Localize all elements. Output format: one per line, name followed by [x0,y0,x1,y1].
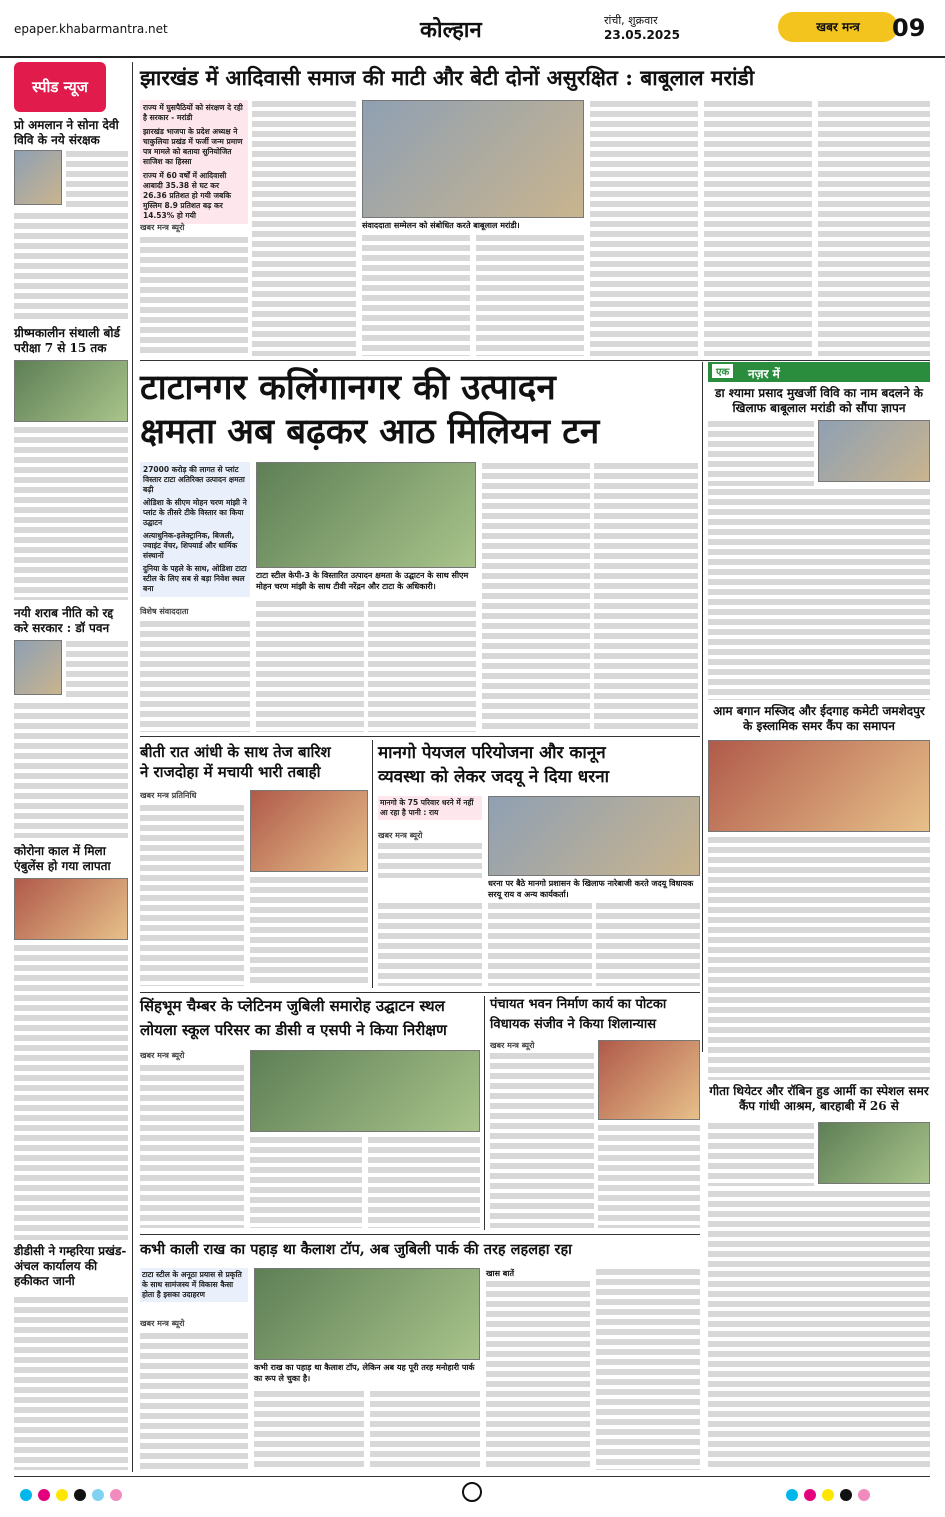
kailash-col2 [254,1390,364,1470]
speed-news-item1-title: प्रो अमलान ने सोना देवी विवि के नये संरक्षक [14,118,119,147]
kailash-col3 [370,1390,480,1470]
photo-amlan [14,150,62,205]
tatanagar-bullet-2: ओडिशा के सीएम मोहन चरण मांझी ने प्लांट के तीसरे टीके विस्तार का किया उद्घाटन [143,498,247,527]
panchayat-photo [598,1040,700,1120]
singhbhum-headline-2: लोयला स्कूल परिसर का डीसी व एसपी ने किया निरीक्षण [140,1021,447,1039]
nazar-item2-body [708,836,930,1080]
mango-byline: खबर मन्त्र ब्यूरो [378,831,423,840]
nazar-item1-body1 [708,420,814,486]
lead-bullet-2: झारखंड भाजपा के प्रदेश अध्यक्ष ने चाकुलिया प्रखंड में फर्जी जन्म प्रमाण पत्र मामले को बताया सुनियोजित साजिश का हिस्सा [143,127,243,166]
singhbhum-divider [140,992,700,993]
singhbhum-byline: खबर मन्त्र ब्यूरो [140,1051,185,1060]
lead-headline: झारखंड में आदिवासी समाज की माटी और बेटी दोनों असुरक्षित : बाबूलाल मरांडी [140,65,755,90]
singhbhum-photo [250,1050,480,1132]
tatanagar-headline-2: क्षमता अब बढ़कर आठ मिलियन टन [140,411,600,452]
tatanagar-bullets [140,462,250,597]
kailash-divider [140,1234,700,1235]
storm-headline-1: बीती रात आंधी के साथ तेज बारिश [140,743,331,761]
kailash-photo-caption: कभी राख का पहाड़ था कैलाश टॉप, लेकिन अब यह पूरी तरह मनोहारी पार्क का रूप ले चुका है। [254,1362,480,1384]
tatanagar-col1 [140,620,250,732]
lead-divider [140,360,930,361]
speed-news-item5-body [14,1296,128,1470]
speed-news-label: स्पीड न्यूज [32,78,88,96]
singhbhum-headline-1: सिंहभूम चैम्बर के प्लेटिनम जुबिली समारोह उद्घाटन स्थल [140,997,445,1015]
lead-bullet-3: राज्य में 60 वर्षों में आदिवासी आबादी 35.38 से घट कर 26.36 प्रतिशत हो गयी जबकि मुस्लिम 8.9 प्रतिशत बढ़ कर 14.53% हो गयी [143,171,232,220]
issue-date: 23.05.2025 [604,28,680,42]
registration-target-icon [462,1482,482,1502]
tatanagar-col5 [594,462,698,732]
speed-news-item4-body [14,944,128,1240]
date-block [604,14,680,42]
photo-ambulance [14,878,128,940]
lead-byline: खबर मन्त्र ब्यूरो [140,223,185,232]
nazar-label-main: नज़र में [748,367,780,381]
mango-col1 [378,842,482,878]
nazar-header [708,362,930,382]
nazar-item2-photo [708,740,930,832]
singhbhum-col3 [368,1136,480,1228]
mango-headline-1: मानगो पेयजल परियोजना और कानून [378,743,606,763]
speed-news-item2-title: ग्रीष्मकालीन संथाली बोर्ड परीक्षा 7 से 15 तक [14,326,120,355]
mid-column-divider [702,362,703,1052]
kailash-photo [254,1268,480,1360]
kailash-byline: खबर मन्त्र ब्यूरो [140,1319,185,1328]
tatanagar-col2 [256,600,364,732]
nazar-item1-title: डा श्यामा प्रसाद मुखर्जी विवि का नाम बदलने के खिलाफ बाबूलाल मरांडी को सौंपा ज्ञापन [715,386,923,415]
tatanagar-bullet-1: 27000 करोड़ की लागत से प्लांट विस्तार टाटा अतिरिक्त उत्पादन क्षमता बढ़ी [143,465,245,494]
speed-news-item5-title: डीडीसी ने गम्हरिया प्रखंड-अंचल कार्यालय की हकीकत जानी [14,1244,127,1288]
singhbhum-col2 [250,1136,362,1228]
photo-students [14,360,128,422]
panchayat-col2 [598,1124,700,1228]
kailash-col5 [596,1268,700,1470]
speed-news-item3-body2 [14,702,128,838]
nazar-item3-body2 [708,1190,930,1470]
storm-col1 [140,804,244,986]
lead-col4 [476,234,584,356]
speed-news-item2-body [14,426,128,600]
lead-col2 [252,100,356,356]
kailash-col1 [140,1332,248,1470]
kailash-subhead: खास बातें [486,1269,515,1278]
lead-photo-caption: संवाददाता सम्मेलन को संबोधित करते बाबूलाल मरांडी। [362,220,584,231]
brand-logo: खबर मन्त्र [778,12,898,42]
kailash-headline: कभी काली राख का पहाड़ था कैलाश टॉप, अब जुबिली पार्क की तरह लहलहा रहा [140,1241,572,1258]
tatanagar-byline: विशेष संवाददाता [140,607,189,616]
tatanagar-col4 [482,462,590,732]
tatanagar-photo [256,462,476,568]
nazar-item3-body1 [708,1122,814,1186]
masthead [0,0,945,58]
footer-rule [14,1476,930,1477]
storm-photo [250,790,368,872]
nazar-item1-photo [818,420,930,482]
photo-pawan [14,640,62,695]
tatanagar-photo-caption: टाटा स्टील केपी-3 के विस्तारित उत्पादन क्षमता के उद्घाटन के साथ सीएम मोहन चरण मांझी के साथ टीवी नरेंद्रन और टाटा के अधिकारी। [256,570,476,592]
kailash-bullet-1: टाटा स्टील के अनूठा प्रयास से प्रकृति के साथ सामंजस्य में विकास कैसा होता है इसका उदाहरण [140,1268,248,1302]
storm-divider [140,736,700,737]
singhbhum-col1 [140,1064,244,1228]
mango-photo-caption: धरना पर बैठे मानगो प्रशासन के खिलाफ नारेबाजी करते जदयू विधायक सरयू राय व अन्य कार्यकर्ता। [488,878,700,900]
panchayat-headline-1: पंचायत भवन निर्माण कार्य का पोटका [490,997,667,1012]
nazar-item1-body2 [708,488,930,700]
mango-col2 [378,902,482,986]
nazar-label-ek: एक [712,364,733,378]
epaper-url[interactable]: epaper.khabarmantra.net [14,22,168,36]
mango-bullet-1: मानगो के 75 परिवार धरने में नहीं आ रहा है पानी : राय [378,796,482,820]
registration-marks-left [20,1486,128,1505]
registration-marks-right [786,1486,876,1505]
speed-news-item1-body2 [14,212,128,322]
city-day: रांची, शुक्रवार [604,14,658,27]
sidebar-divider [132,62,133,1472]
storm-byline: खबर मन्त्र प्रतिनिधि [140,791,197,800]
tatanagar-bullet-4: दुनिया के पहले के साथ, ओडिशा टाटा स्टील के लिए सब से बड़ा निवेश स्थल बना [143,564,247,593]
nazar-item3-photo [818,1122,930,1184]
lead-col3 [362,234,470,356]
lead-col6 [704,100,812,356]
panchayat-col1 [490,1052,594,1228]
tatanagar-headline-1: टाटानगर कलिंगानगर की उत्पादन [140,367,556,408]
section-title: कोल्हान [420,18,482,43]
lead-col5 [590,100,698,356]
lead-bullets [140,100,248,224]
lead-col7 [818,100,930,356]
speed-news-item3-title: नयी शराब नीति को रद्द करे सरकार : डॉ पवन [14,606,114,635]
tatanagar-bullet-3: अत्याधुनिक-इलेक्ट्रानिक, बिजली, ज्वाइंट वेंचर, शिपयार्ड और धार्मिक संस्थानों [143,531,238,560]
mango-col4 [596,902,700,986]
mango-col3 [488,902,592,986]
speed-news-item3-body [66,640,128,700]
panchayat-headline-2: विधायक संजीव ने किया शिलान्यास [490,1017,657,1032]
nazar-item3-title: गीता थियेटर और रॉबिन हुड आर्मी का स्पेशल समर कैंप गांधी आश्रम, बारहाबी में 26 से [709,1084,929,1113]
mango-headline-2: व्यवस्था को लेकर जदयू ने दिया धरना [378,767,610,787]
storm-col3 [252,876,368,986]
panchayat-byline: खबर मन्त्र ब्यूरो [490,1041,535,1050]
nazar-item2-title: आम बगान मस्जिद और ईदगाह कमेटी जमशेदपुर के इस्लामिक समर कैंप का समापन [713,704,925,733]
lead-bullet-1: राज्य में घुसपैठियों को संरक्षण दे रही है सरकार - मरांडी [143,103,243,122]
storm-headline-2: ने राजदोहा में मचायी भारी तबाही [140,763,321,781]
lead-col1 [140,236,248,356]
speed-news-logo [14,62,106,112]
mango-divider [372,740,373,988]
kailash-col4 [486,1280,590,1470]
mango-photo [488,796,700,876]
speed-news-item4-title: कोरोना काल में मिला एंबुलेंस हो गया लापता [14,844,111,873]
page-number: 09 [892,14,926,42]
panchayat-divider [484,996,485,1230]
tatanagar-col3 [368,600,476,732]
lead-photo [362,100,584,218]
speed-news-item1-body [66,150,128,210]
